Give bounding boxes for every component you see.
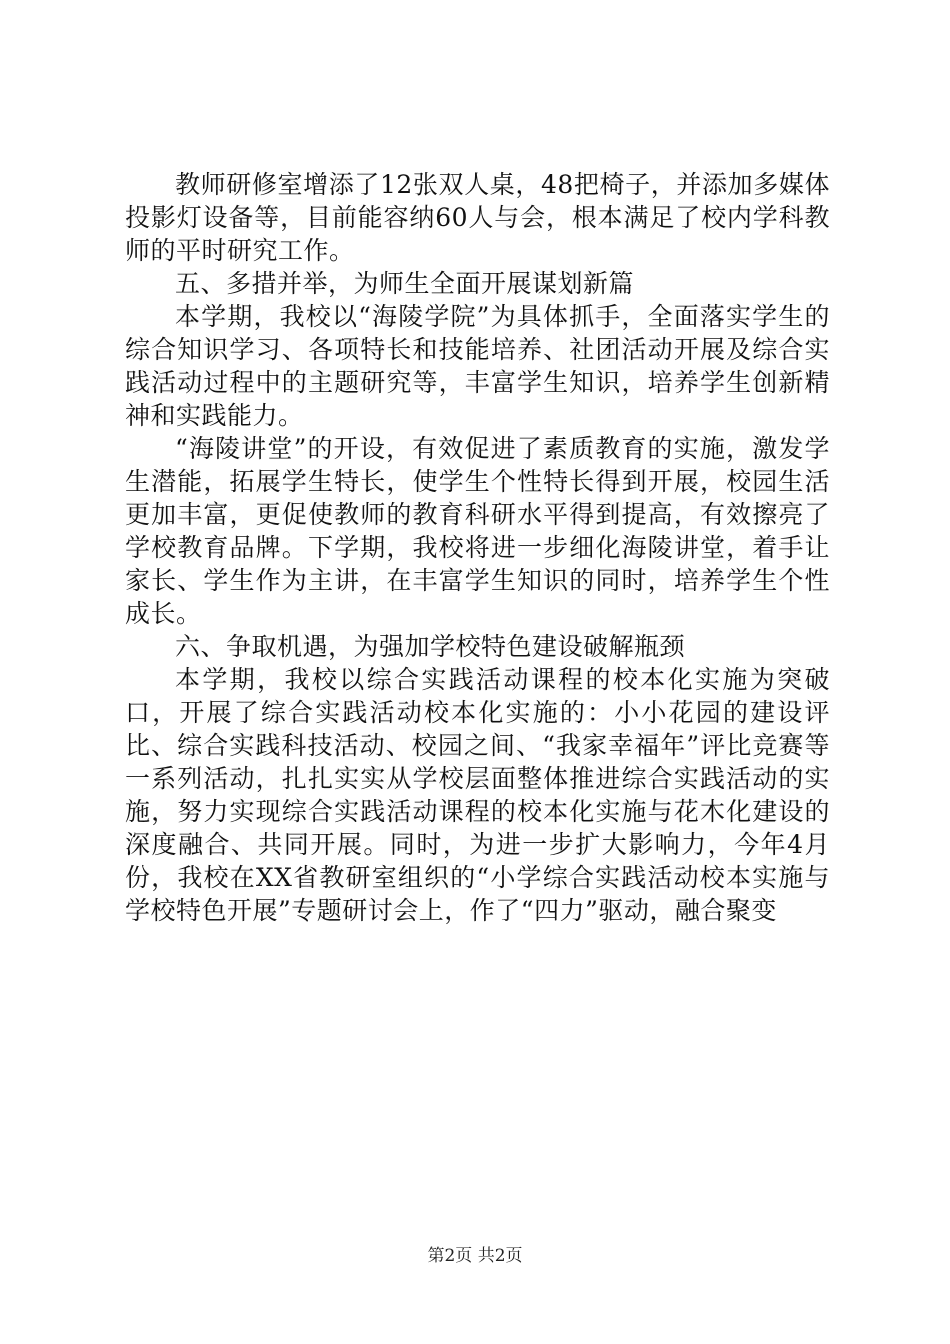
document-body xyxy=(125,168,830,927)
section-heading-five: 五、多措并举，为师生全面开展谋划新篇 xyxy=(175,269,635,298)
section-heading-six: 六、争取机遇，为强加学校特色建设破解瓶颈 xyxy=(175,632,686,661)
paragraph-facilities: 教师研修室增添了12张双人桌，48把椅子，并添加多媒体投影灯设备等，目前能容纳60人与会，根本满足了校内学科教师的平时研究工作。 xyxy=(125,170,830,265)
paragraph-hailing-lecture: “海陵讲堂”的开设，有效促进了素质教育的实施，激发学生潜能，拓展学生特长，使学生个性特长得到开展，校园生活更加丰富，更促使教师的教育科研水平得到提高，有效擦亮了学校教育品牌。下学期，我校将进一步细化海陵讲堂，着手让家长、学生作为主讲，在丰富学生知识的同时，培养学生个性成长。 xyxy=(125,434,830,628)
paragraph-hailing-academy: 本学期，我校以“海陵学院”为具体抓手，全面落实学生的综合知识学习、各项特长和技能培养、社团活动开展及综合实践活动过程中的主题研究等，丰富学生知识，培养学生创新精神和实践能力。 xyxy=(125,302,830,430)
page-number-footer: 第2页 共2页 xyxy=(427,1246,523,1266)
paragraph-practice-activities: 本学期，我校以综合实践活动课程的校本化实施为突破口，开展了综合实践活动校本化实施的：小小花园的建设评比、综合实践科技活动、校园之间、“我家幸福年”评比竞赛等一系列活动，扎扎实实从学校层面整体推进综合实践活动的实施，努力实现综合实践活动课程的校本化实施与花木化建设的深度融合、共同开展。同时，为进一步扩大影响力，今年4月份，我校在XX省教研室组织的“小学综合实践活动校本实施与学校特色开展”专题研讨会上，作了“四力”驱动，融合聚变 xyxy=(125,665,830,925)
